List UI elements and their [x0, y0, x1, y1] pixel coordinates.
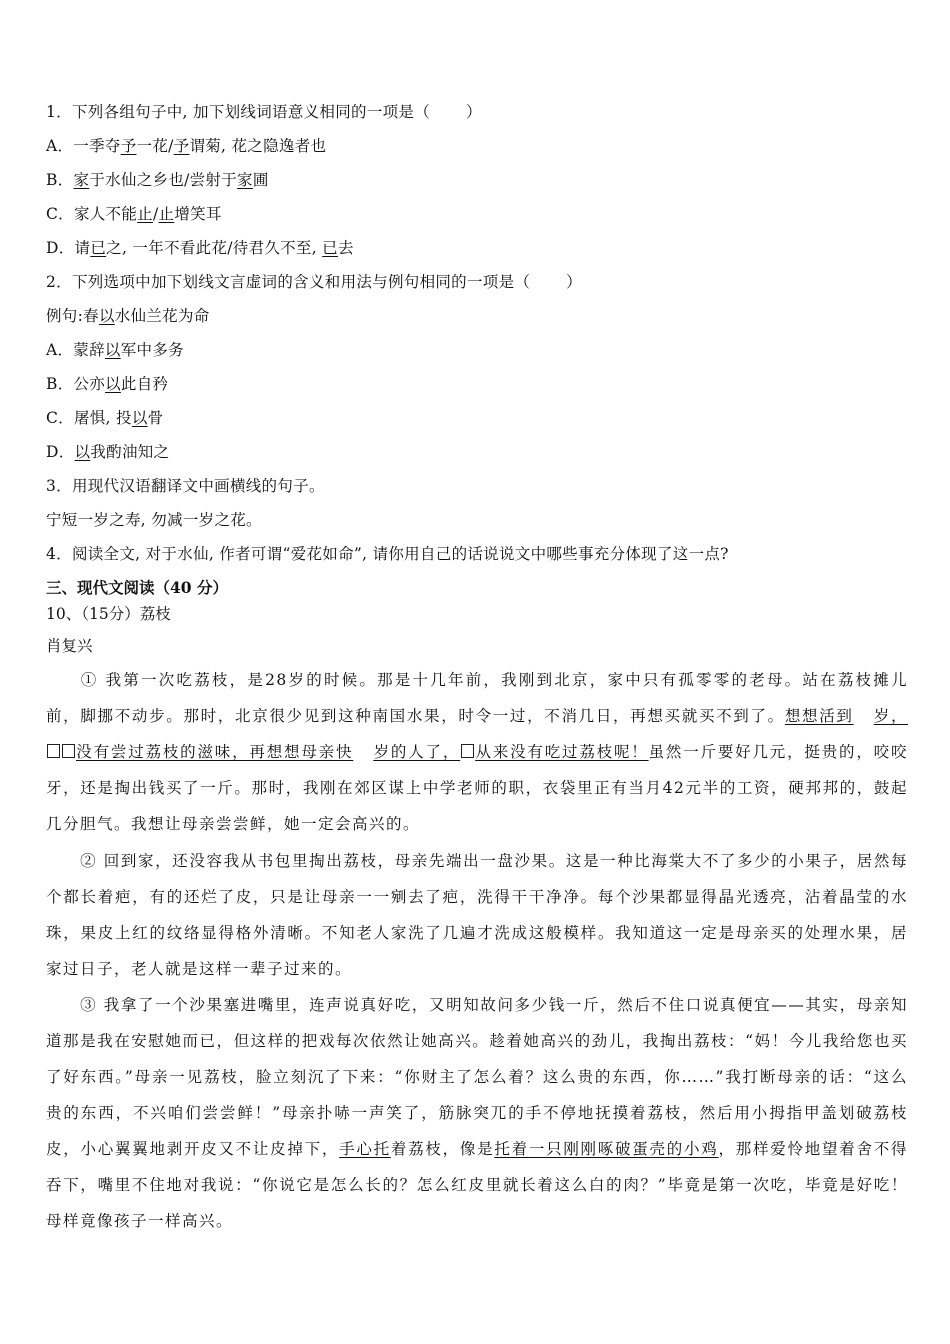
placeholder-box	[62, 744, 75, 758]
placeholder-box	[461, 744, 474, 758]
paragraph-2: ② 回到家，还没容我从书包里掏出荔枝，母亲先端出一盘沙果。这是一种比海棠大不了多少的小果子，居然每个都长着疤，有的还烂了皮，只是让母亲一一剜去了疤，洗得干干净净。每个沙果都显得晶光透亮，沾着晶莹的水珠，果皮上红的纹络显得格外清晰。不知老人家洗了几遍才洗成这般模样。我知道这一定是母亲买的处理水果，居家过日子，老人就是这样一辈子过来的。	[46, 852, 908, 978]
q2-option-a: A．蒙辞以军中多务	[46, 341, 184, 359]
q1-option-a: A．一季夺予一花/予谓菊, 花之隐逸者也	[46, 137, 327, 155]
q4-stem: 4．阅读全文, 对于水仙, 作者可谓“爱花如命”, 请你用自己的话说说文中哪些事充分体现了这一点?	[46, 545, 729, 563]
placeholder-box	[47, 744, 60, 758]
author: 肖复兴	[46, 637, 93, 655]
q1-option-c: C．家人不能止/止增笑耳	[46, 205, 222, 223]
q2-option-b: B．公亦以此自矜	[46, 375, 169, 393]
item-title: 10、（15分）荔枝	[46, 605, 171, 623]
q3-sentence: 宁短一岁之寿, 勿减一岁之花。	[46, 511, 262, 529]
q1-option-d: D．请已之, 一年不看此花/待君久不至, 已去	[46, 239, 354, 257]
q1-option-b: B．家于水仙之乡也/尝射于家圃	[46, 171, 269, 189]
paragraph-3: ③ 我拿了一个沙果塞进嘴里，连声说真好吃，又明知故问多少钱一斤，然后不住口说真便宜——其实，母亲知道那是我在安慰她而已，但这样的把戏每次依然让她高兴。趁着她高兴的劲儿，我掏出荔枝：“妈！今儿我给您也买了好东西。”母亲一见荔枝，脸立刻沉了下来：“你财主了怎么着？这么贵的东西，你……”我打断母亲的话：“这么贵的东西，不兴咱们尝尝鲜！”母亲扑哧一声笑了，筋脉突兀的手不停地抚摸着荔枝，然后用小拇指甲盖划破荔枝皮，小心翼翼地剥开皮又不让皮掉下，手心托着荔枝，像是托着一只刚刚啄破蛋壳的小鸡，那样爱怜地望着舍不得吞下，嘴里不住地对我说：“你说它是怎么长的？怎么红皮里就长着这么白的肉？”毕竟是第一次吃，毕竟是好吃！母样竟像孩子一样高兴。	[46, 996, 908, 1230]
q2-stem: 2．下列选项中加下划线文言虚词的含义和用法与例句相同的一项是（ ）	[46, 273, 582, 291]
section-heading: 三、现代文阅读（40 分）	[46, 578, 228, 597]
q1-stem: 1．下列各组句子中, 加下划线词语意义相同的一项是（ ）	[46, 103, 482, 121]
q2-option-d: D．以我酌油知之	[46, 443, 170, 461]
q2-example: 例句:春以水仙兰花为命	[46, 307, 210, 325]
q2-option-c: C．屠惧, 投以骨	[46, 409, 164, 427]
q3-stem: 3．用现代汉语翻译文中画横线的句子。	[46, 477, 325, 495]
paragraph-1: ① 我第一次吃荔枝，是28岁的时候。那是十几年前，我刚到北京，家中只有孤零零的老母。站在荔枝摊儿前，脚挪不动步。那时，北京很少见到这种南国水果，时令一过，不消几日，再想买就买不到了。想想活到 岁，没有尝过荔枝的滋味，再想想母亲快 岁的人了， 从来没有吃过荔枝呢！虽然一斤要好几元，挺贵的，咬咬牙，还是掏出钱买了一斤。那时，我刚在郊区谋上中学老师的职，衣袋里正有当月42元半的工资，硬邦邦的，鼓起几分胆气。我想让母亲尝尝鲜，她一定会高兴的。	[46, 671, 908, 833]
